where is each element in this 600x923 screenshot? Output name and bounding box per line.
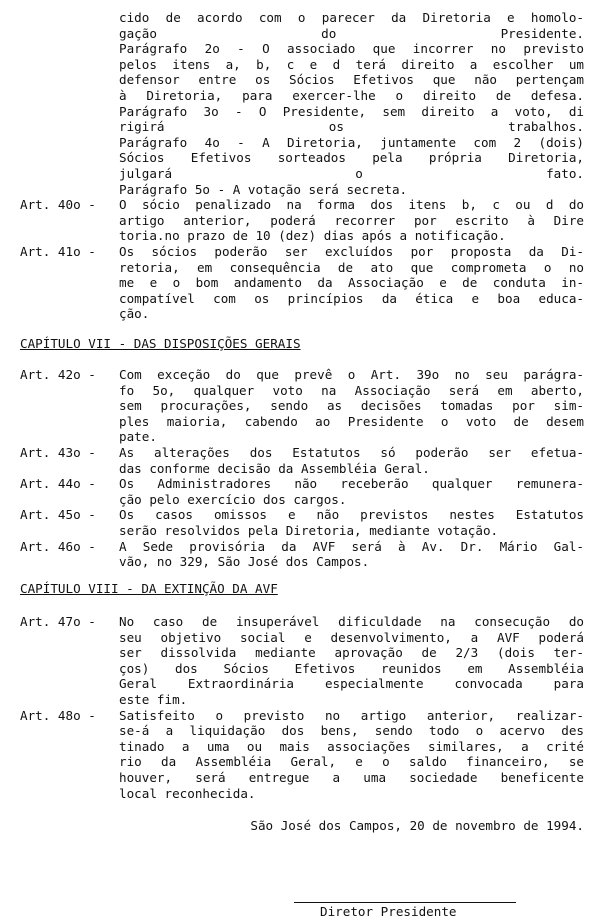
text-line [0,414,600,430]
text-line [0,630,600,646]
text-line [0,476,600,492]
line-text: seu objetivo social e desenvolvimento, a AVF poderá [119,629,584,645]
text-line [0,228,600,244]
text-line [0,754,600,770]
line-text: gação do Presidente. [119,25,584,41]
text-line [0,770,600,786]
article-number: Art. 42o - [20,367,96,382]
text-line [0,461,600,477]
text-line [0,213,600,229]
text-line [0,507,600,523]
text-line [0,523,600,539]
line-text: artigo anterior, poderá recorrer por escrito à Dire [119,212,584,228]
text-line [0,661,600,677]
articles-block-1 [0,10,600,322]
line-text: rigirá os trabalhos. [119,119,584,135]
articles-block-2 [0,367,600,570]
line-text: pate. [119,429,157,445]
line-text: cido de acordo com o parecer da Diretoria e homolo- [119,10,584,25]
line-text: rio da Assembléia Geral, e o saldo financeiro, se [119,754,584,770]
text-line [0,383,600,399]
text-line [0,554,600,570]
article-number: Art. 41o - [20,243,96,259]
article-number: Art. 40o - [20,197,96,213]
line-text: A Sede provisória da AVF será à Av. Dr. Mário Gal- [119,538,584,554]
text-line [0,445,600,461]
text-line [0,26,600,42]
line-text: pelos itens a, b, c e d terá direito a escolher um [119,56,584,72]
text-line [0,10,600,26]
article-number: Art. 48o - [20,707,96,723]
line-text: Satisfeito o previsto no artigo anterior, realizar- [119,707,584,723]
line-text: das conforme decisão da Assembléia Geral. [119,460,430,476]
line-text: ção. [119,306,150,322]
line-text: à Diretoria, para exercer-lhe o direito de defesa. [119,87,584,103]
text-line [0,492,600,508]
article-number: Art. 47o - [20,614,96,629]
text-line [0,645,600,661]
text-line [0,88,600,104]
line-text: julgará o fato. [119,165,584,181]
line-text: fo 5o, qualquer voto na Associação será em aberto, [119,382,584,398]
line-text: houver, será entregue a uma sociedade beneficente [119,769,584,785]
text-line [0,182,600,198]
line-text: sem procurações, sendo as decisões tomadas por sim- [119,398,584,414]
chapter-vii-heading: CAPÍTULO VII - DAS DISPOSIÇÕES GERAIS [20,336,301,351]
text-line [0,676,600,692]
line-text: Parágrafo 4o - A Diretoria, juntamente com 2 (dois) [119,134,584,150]
line-text: local reconhecida. [119,785,256,801]
line-text: Geral Extraordinária especialmente convocada para [119,676,584,692]
text-line [0,739,600,755]
document-date: São José dos Campos, 20 de novembro de 1994. [250,818,584,833]
line-text: ção pelo exercício dos cargos. [119,491,347,507]
line-text: Parágrafo 2o - O associado que incorrer no previsto [119,41,584,57]
article-number: Art. 44o - [20,476,96,492]
line-text: retoria, em consequência de ato que comprometa o no [119,259,584,275]
line-text: serão resolvidos pela Diretoria, mediante votação. [119,522,499,538]
article-number: Art. 45o - [20,507,96,523]
text-line [0,306,600,322]
signature-line [294,902,516,903]
text-line [0,260,600,276]
text-line [0,275,600,291]
line-text: Parágrafo 3o - O Presidente, sem direito a voto, di [119,103,584,119]
line-text: me e o bom andamento da Associação e de conduta in- [119,275,584,291]
article-number: Art. 43o - [20,444,96,460]
line-text: ples maioria, cabendo ao Presidente o voto de desem [119,413,584,429]
line-text: toria.no prazo de 10 (dez) dias após a notificação. [119,228,506,244]
signature-title: Diretor Presidente [320,904,457,919]
line-text: As alterações dos Estatutos só poderão ser efetua- [119,444,584,460]
text-line [0,786,600,802]
text-line [0,692,600,708]
line-text: Com exceção do que prevê o Art. 39o no seu parágra- [119,367,584,382]
text-line [0,291,600,307]
text-line [0,119,600,135]
line-text: Os casos omissos e não previstos nestes Estatutos [119,507,584,523]
text-line [0,723,600,739]
line-text: Os Administradores não receberão qualquer remunera- [119,476,584,492]
line-text: vão, no 329, São José dos Campos. [119,554,370,570]
text-line [0,244,600,260]
text-line [0,135,600,151]
text-line [0,72,600,88]
text-line [0,104,600,120]
text-line [0,429,600,445]
line-text: defensor entre os Sócios Efetivos que não pertençam [119,72,584,88]
text-line [0,41,600,57]
chapter-viii-heading: CAPÍTULO VIII - DA EXTINÇÃO DA AVF [20,581,278,596]
articles-block-3 [0,614,600,801]
article-number: Art. 46o - [20,538,96,554]
line-text: Sócios Efetivos sorteados pela própria Diretoria, [119,150,584,166]
text-line [0,398,600,414]
text-line [0,197,600,213]
text-line [0,367,600,383]
text-line [0,166,600,182]
text-line [0,614,600,630]
line-text: ços) dos Sócios Efetivos reunidos em Assembléia [119,660,584,676]
line-text: O sócio penalizado na forma dos itens b, c ou d do [119,197,584,213]
line-text: tinado a uma ou mais associações similares, a crité [119,738,584,754]
line-text: Parágrafo 5o - A votação será secreta. [119,181,408,197]
text-line [0,708,600,724]
line-text: Os sócios poderão ser excluídos por proposta da Di- [119,243,584,259]
line-text: compatível com os princípios da ética e boa educa- [119,290,584,306]
line-text: se-á a liquidação dos bens, sendo todo o acervo des [119,723,584,739]
text-line [0,150,600,166]
line-text: No caso de insuperável dificuldade na consecução do [119,614,584,629]
text-line [0,57,600,73]
line-text: este fim. [119,691,188,707]
text-line [0,539,600,555]
line-text: ser dissolvida mediante aprovação de 2/3 (dois ter- [119,645,584,661]
